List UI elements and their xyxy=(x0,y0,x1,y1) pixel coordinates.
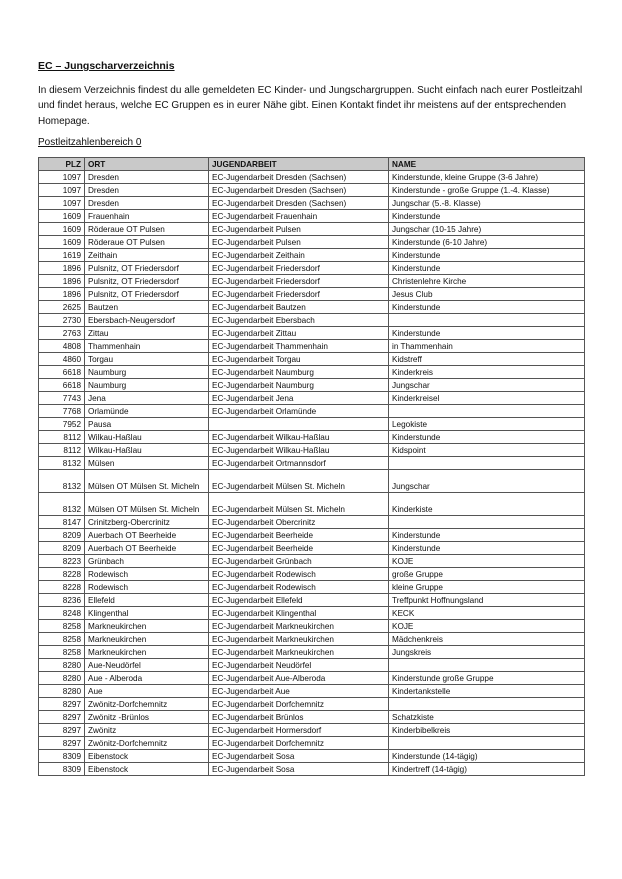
cell-jugendarbeit: EC-Jugendarbeit Dresden (Sachsen) xyxy=(209,196,389,209)
table-row xyxy=(39,645,585,658)
cell-ort: Wilkau-Haßlau xyxy=(85,430,209,443)
cell-plz: 7952 xyxy=(39,417,85,430)
cell-name: Kidspoint xyxy=(389,443,585,456)
document-title: EC – Jungscharverzeichnis xyxy=(38,60,175,72)
cell-ort: Röderaue OT Pulsen xyxy=(85,235,209,248)
cell-plz: 8297 xyxy=(39,736,85,749)
cell-jugendarbeit: EC-Jugendarbeit Wilkau-Haßlau xyxy=(209,443,389,456)
cell-name: Kinderstunde xyxy=(389,248,585,261)
cell-name xyxy=(389,736,585,749)
cell-jugendarbeit: EC-Jugendarbeit Rodewisch xyxy=(209,580,389,593)
cell-plz: 8258 xyxy=(39,619,85,632)
cell-plz: 8209 xyxy=(39,528,85,541)
cell-plz: 1619 xyxy=(39,248,85,261)
cell-jugendarbeit: EC-Jugendarbeit Friedersdorf xyxy=(209,274,389,287)
cell-ort: Grünbach xyxy=(85,554,209,567)
cell-plz: 1896 xyxy=(39,287,85,300)
cell-name: Kinderbibelkreis xyxy=(389,723,585,736)
cell-name: Jesus Club xyxy=(389,287,585,300)
cell-ort: Markneukirchen xyxy=(85,632,209,645)
section-subtitle: Postleitzahlenbereich 0 xyxy=(38,137,142,148)
cell-ort: Zwönitz-Dorfchemnitz xyxy=(85,736,209,749)
cell-jugendarbeit: EC-Jugendarbeit Orlamünde xyxy=(209,404,389,417)
table-row xyxy=(39,554,585,567)
cell-plz: 8280 xyxy=(39,671,85,684)
table-row xyxy=(39,456,585,469)
cell-jugendarbeit: EC-Jugendarbeit Ellefeld xyxy=(209,593,389,606)
cell-jugendarbeit: EC-Jugendarbeit Obercrinitz xyxy=(209,515,389,528)
cell-ort: Markneukirchen xyxy=(85,619,209,632)
cell-jugendarbeit: EC-Jugendarbeit Beerheide xyxy=(209,528,389,541)
cell-name: Kinderstunde xyxy=(389,261,585,274)
cell-jugendarbeit: EC-Jugendarbeit Bautzen xyxy=(209,300,389,313)
cell-ort: Rodewisch xyxy=(85,567,209,580)
cell-ort: Ebersbach-Neugersdorf xyxy=(85,313,209,326)
cell-ort: Dresden xyxy=(85,196,209,209)
cell-plz: 8258 xyxy=(39,645,85,658)
cell-plz: 2625 xyxy=(39,300,85,313)
cell-name: kleine Gruppe xyxy=(389,580,585,593)
cell-ort: Dresden xyxy=(85,183,209,196)
table-row xyxy=(39,365,585,378)
cell-ort: Auerbach OT Beerheide xyxy=(85,528,209,541)
header-name: NAME xyxy=(389,158,585,171)
cell-ort: Eibenstock xyxy=(85,749,209,762)
cell-plz: 1097 xyxy=(39,170,85,183)
cell-ort: Zittau xyxy=(85,326,209,339)
cell-ort: Torgau xyxy=(85,352,209,365)
cell-plz: 8228 xyxy=(39,580,85,593)
table-row xyxy=(39,326,585,339)
cell-name: Kinderkreis xyxy=(389,365,585,378)
cell-name: Mädchenkreis xyxy=(389,632,585,645)
table-row xyxy=(39,222,585,235)
cell-jugendarbeit: EC-Jugendarbeit Sosa xyxy=(209,762,389,775)
cell-plz: 8112 xyxy=(39,430,85,443)
table-row xyxy=(39,274,585,287)
table-row xyxy=(39,248,585,261)
cell-jugendarbeit: EC-Jugendarbeit Dresden (Sachsen) xyxy=(209,183,389,196)
table-row xyxy=(39,515,585,528)
cell-ort: Pulsnitz, OT Friedersdorf xyxy=(85,261,209,274)
table-row xyxy=(39,541,585,554)
cell-jugendarbeit: EC-Jugendarbeit Rodewisch xyxy=(209,567,389,580)
cell-jugendarbeit: EC-Jugendarbeit Aue xyxy=(209,684,389,697)
cell-ort: Bautzen xyxy=(85,300,209,313)
table-row xyxy=(39,736,585,749)
cell-plz: 2763 xyxy=(39,326,85,339)
intro-paragraph: In diesem Verzeichnis findest du alle gemeldeten EC Kinder- und Jungschargruppen. Sucht einfach nach eurer Postleitzahl und findet heraus, welche EC Gruppen es in eurer Nähe gibt. Einen Kontakt findet ihr meistens auf der entsprechenden Homepage. xyxy=(38,85,583,127)
cell-ort: Auerbach OT Beerheide xyxy=(85,541,209,554)
table-row xyxy=(39,352,585,365)
table-row xyxy=(39,287,585,300)
cell-plz: 8280 xyxy=(39,658,85,671)
cell-ort: Orlamünde xyxy=(85,404,209,417)
cell-name: Treffpunkt Hoffnungsland xyxy=(389,593,585,606)
cell-plz: 6618 xyxy=(39,378,85,391)
cell-name xyxy=(389,697,585,710)
table-row xyxy=(39,492,585,515)
cell-ort: Frauenhain xyxy=(85,209,209,222)
table-row xyxy=(39,606,585,619)
cell-name xyxy=(389,658,585,671)
cell-ort: Zwönitz xyxy=(85,723,209,736)
cell-plz: 8309 xyxy=(39,762,85,775)
table-row xyxy=(39,658,585,671)
cell-plz: 1097 xyxy=(39,196,85,209)
table-row xyxy=(39,619,585,632)
cell-ort: Eibenstock xyxy=(85,762,209,775)
cell-ort: Mülsen OT Mülsen St. Micheln xyxy=(85,492,209,515)
cell-plz: 8112 xyxy=(39,443,85,456)
table-row xyxy=(39,404,585,417)
cell-jugendarbeit: EC-Jugendarbeit Hormersdorf xyxy=(209,723,389,736)
table-row xyxy=(39,378,585,391)
cell-plz: 6618 xyxy=(39,365,85,378)
cell-jugendarbeit: EC-Jugendarbeit Thammenhain xyxy=(209,339,389,352)
cell-plz: 8132 xyxy=(39,469,85,492)
table-row xyxy=(39,632,585,645)
cell-name: Kinderstunde xyxy=(389,326,585,339)
table-row xyxy=(39,300,585,313)
cell-name: Kinderstunde xyxy=(389,209,585,222)
cell-name: Schatzkiste xyxy=(389,710,585,723)
table-row xyxy=(39,593,585,606)
cell-name: Jungskreis xyxy=(389,645,585,658)
cell-ort: Aue - Alberoda xyxy=(85,671,209,684)
cell-ort: Wilkau-Haßlau xyxy=(85,443,209,456)
cell-jugendarbeit: EC-Jugendarbeit Ebersbach xyxy=(209,313,389,326)
cell-plz: 8147 xyxy=(39,515,85,528)
cell-name: Kinderstunde xyxy=(389,300,585,313)
cell-ort: Röderaue OT Pulsen xyxy=(85,222,209,235)
cell-jugendarbeit: EC-Jugendarbeit Jena xyxy=(209,391,389,404)
cell-name: Jungschar (5.-8. Klasse) xyxy=(389,196,585,209)
cell-jugendarbeit: EC-Jugendarbeit Friedersdorf xyxy=(209,287,389,300)
cell-name: Jungschar (10-15 Jahre) xyxy=(389,222,585,235)
table-row xyxy=(39,261,585,274)
cell-jugendarbeit: EC-Jugendarbeit Pulsen xyxy=(209,235,389,248)
cell-jugendarbeit: EC-Jugendarbeit Markneukirchen xyxy=(209,645,389,658)
table-row xyxy=(39,580,585,593)
cell-plz: 4860 xyxy=(39,352,85,365)
table-row xyxy=(39,684,585,697)
cell-ort: Naumburg xyxy=(85,365,209,378)
cell-plz: 1896 xyxy=(39,274,85,287)
table-row xyxy=(39,528,585,541)
cell-name: Kinderstunde große Gruppe xyxy=(389,671,585,684)
cell-plz: 8248 xyxy=(39,606,85,619)
cell-jugendarbeit: EC-Jugendarbeit Pulsen xyxy=(209,222,389,235)
cell-plz: 8236 xyxy=(39,593,85,606)
table-row xyxy=(39,710,585,723)
table-row xyxy=(39,391,585,404)
cell-name: KECK xyxy=(389,606,585,619)
cell-jugendarbeit: EC-Jugendarbeit Brünlos xyxy=(209,710,389,723)
cell-ort: Aue xyxy=(85,684,209,697)
cell-name: Kinderkreisel xyxy=(389,391,585,404)
cell-jugendarbeit: EC-Jugendarbeit Ortmannsdorf xyxy=(209,456,389,469)
table-row xyxy=(39,209,585,222)
cell-plz: 4808 xyxy=(39,339,85,352)
cell-ort: Zwönitz-Dorfchemnitz xyxy=(85,697,209,710)
cell-name: Kinderstunde xyxy=(389,528,585,541)
cell-jugendarbeit: EC-Jugendarbeit Naumburg xyxy=(209,378,389,391)
cell-jugendarbeit: EC-Jugendarbeit Aue-Alberoda xyxy=(209,671,389,684)
cell-jugendarbeit: EC-Jugendarbeit Dorfchemnitz xyxy=(209,736,389,749)
cell-ort: Mülsen xyxy=(85,456,209,469)
table-row xyxy=(39,170,585,183)
table-row xyxy=(39,723,585,736)
cell-jugendarbeit: EC-Jugendarbeit Dresden (Sachsen) xyxy=(209,170,389,183)
cell-jugendarbeit: EC-Jugendarbeit Markneukirchen xyxy=(209,632,389,645)
cell-plz: 1896 xyxy=(39,261,85,274)
cell-jugendarbeit: EC-Jugendarbeit Neudörfel xyxy=(209,658,389,671)
cell-jugendarbeit: EC-Jugendarbeit Grünbach xyxy=(209,554,389,567)
cell-plz: 8132 xyxy=(39,492,85,515)
cell-name: Kinderstunde, kleine Gruppe (3-6 Jahre) xyxy=(389,170,585,183)
cell-ort: Klingenthal xyxy=(85,606,209,619)
cell-plz: 1097 xyxy=(39,183,85,196)
group-directory-table xyxy=(38,157,585,776)
cell-plz: 8132 xyxy=(39,456,85,469)
cell-name: Kinderstunde (14-tägig) xyxy=(389,749,585,762)
cell-ort: Crinitzberg-Obercrinitz xyxy=(85,515,209,528)
table-row xyxy=(39,443,585,456)
table-row xyxy=(39,313,585,326)
cell-name: Kinderstunde xyxy=(389,430,585,443)
table-row xyxy=(39,196,585,209)
cell-jugendarbeit: EC-Jugendarbeit Beerheide xyxy=(209,541,389,554)
cell-name: Christenlehre Kirche xyxy=(389,274,585,287)
cell-plz: 8258 xyxy=(39,632,85,645)
cell-jugendarbeit: EC-Jugendarbeit Wilkau-Haßlau xyxy=(209,430,389,443)
cell-plz: 7768 xyxy=(39,404,85,417)
table-body xyxy=(39,170,585,775)
cell-jugendarbeit: EC-Jugendarbeit Naumburg xyxy=(209,365,389,378)
cell-plz: 2730 xyxy=(39,313,85,326)
cell-jugendarbeit: EC-Jugendarbeit Mülsen St. Micheln xyxy=(209,492,389,515)
cell-ort: Naumburg xyxy=(85,378,209,391)
table-row xyxy=(39,417,585,430)
cell-ort: Jena xyxy=(85,391,209,404)
header-plz: PLZ xyxy=(39,158,85,171)
cell-jugendarbeit: EC-Jugendarbeit Zittau xyxy=(209,326,389,339)
cell-ort: Dresden xyxy=(85,170,209,183)
cell-name: KOJE xyxy=(389,619,585,632)
cell-name: Jungschar xyxy=(389,378,585,391)
cell-plz: 8223 xyxy=(39,554,85,567)
cell-plz: 1609 xyxy=(39,235,85,248)
table-row xyxy=(39,671,585,684)
cell-jugendarbeit: EC-Jugendarbeit Klingenthal xyxy=(209,606,389,619)
cell-plz: 7743 xyxy=(39,391,85,404)
cell-name xyxy=(389,515,585,528)
cell-name: Kindertankstelle xyxy=(389,684,585,697)
cell-name: KOJE xyxy=(389,554,585,567)
cell-ort: Rodewisch xyxy=(85,580,209,593)
cell-plz: 1609 xyxy=(39,209,85,222)
cell-jugendarbeit: EC-Jugendarbeit Frauenhain xyxy=(209,209,389,222)
header-ort: ORT xyxy=(85,158,209,171)
table-row xyxy=(39,469,585,492)
cell-ort: Pulsnitz, OT Friedersdorf xyxy=(85,287,209,300)
table-row xyxy=(39,235,585,248)
cell-ort: Aue-Neudörfel xyxy=(85,658,209,671)
cell-plz: 8209 xyxy=(39,541,85,554)
table-row xyxy=(39,339,585,352)
cell-ort: Zwönitz -Brünlos xyxy=(85,710,209,723)
cell-jugendarbeit: EC-Jugendarbeit Friedersdorf xyxy=(209,261,389,274)
cell-plz: 8297 xyxy=(39,710,85,723)
cell-name: Kinderstunde (6-10 Jahre) xyxy=(389,235,585,248)
table-row xyxy=(39,749,585,762)
cell-jugendarbeit: EC-Jugendarbeit Dorfchemnitz xyxy=(209,697,389,710)
cell-ort: Markneukirchen xyxy=(85,645,209,658)
cell-plz: 8297 xyxy=(39,723,85,736)
cell-name: Kinderstunde xyxy=(389,541,585,554)
cell-plz: 8297 xyxy=(39,697,85,710)
cell-jugendarbeit: EC-Jugendarbeit Markneukirchen xyxy=(209,619,389,632)
cell-jugendarbeit: EC-Jugendarbeit Torgau xyxy=(209,352,389,365)
table-row xyxy=(39,697,585,710)
cell-name: in Thammenhain xyxy=(389,339,585,352)
cell-name: Kidstreff xyxy=(389,352,585,365)
cell-ort: Thammenhain xyxy=(85,339,209,352)
cell-name: Jungschar xyxy=(389,469,585,492)
cell-plz: 8309 xyxy=(39,749,85,762)
cell-name: Kindertreff (14-tägig) xyxy=(389,762,585,775)
cell-jugendarbeit: EC-Jugendarbeit Sosa xyxy=(209,749,389,762)
table-header-row xyxy=(39,158,585,171)
cell-ort: Pulsnitz, OT Friedersdorf xyxy=(85,274,209,287)
cell-plz: 8280 xyxy=(39,684,85,697)
table-row xyxy=(39,567,585,580)
cell-name xyxy=(389,313,585,326)
cell-name: Legokiste xyxy=(389,417,585,430)
cell-jugendarbeit: EC-Jugendarbeit Mülsen St. Micheln xyxy=(209,469,389,492)
cell-ort: Pausa xyxy=(85,417,209,430)
cell-name: Kinderkiste xyxy=(389,492,585,515)
cell-name xyxy=(389,456,585,469)
cell-name xyxy=(389,404,585,417)
cell-plz: 8228 xyxy=(39,567,85,580)
cell-ort: Mülsen OT Mülsen St. Micheln xyxy=(85,469,209,492)
table-row xyxy=(39,762,585,775)
cell-jugendarbeit: EC-Jugendarbeit Zeithain xyxy=(209,248,389,261)
cell-name: Kinderstunde - große Gruppe (1.-4. Klasse) xyxy=(389,183,585,196)
cell-ort: Zeithain xyxy=(85,248,209,261)
table-row xyxy=(39,183,585,196)
cell-plz: 1609 xyxy=(39,222,85,235)
cell-jugendarbeit xyxy=(209,417,389,430)
cell-ort: Ellefeld xyxy=(85,593,209,606)
table-row xyxy=(39,430,585,443)
cell-name: große Gruppe xyxy=(389,567,585,580)
header-jugendarbeit: JUGENDARBEIT xyxy=(209,158,389,171)
